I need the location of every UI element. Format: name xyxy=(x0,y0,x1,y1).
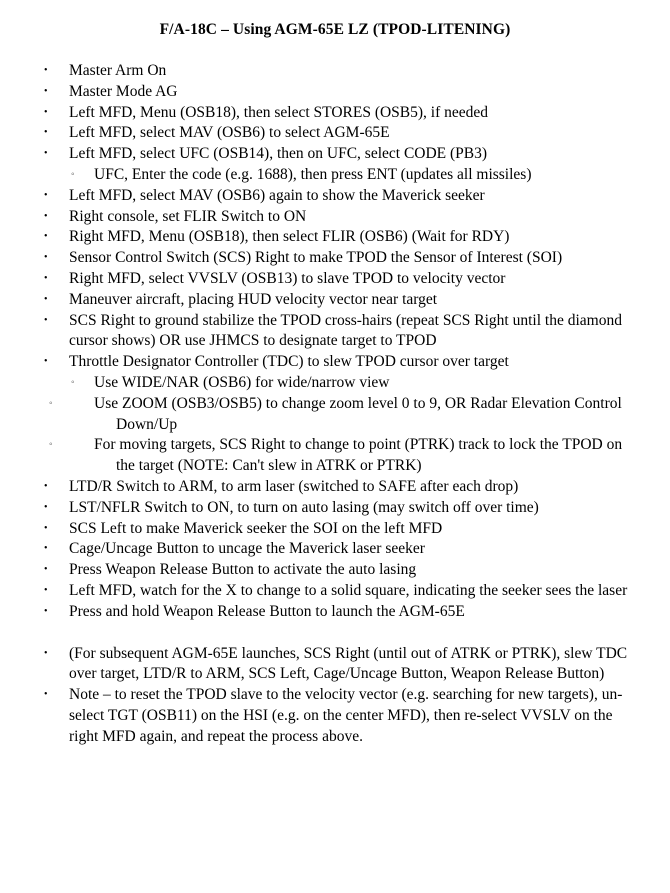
bullet-icon: • xyxy=(44,314,48,326)
bullet-icon: • xyxy=(44,356,48,368)
step-text: Left MFD, select MAV (OSB6) again to show the Maverick seeker xyxy=(69,186,485,204)
step-text: Press Weapon Release Button to activate the auto lasing xyxy=(69,561,417,579)
step-text: Left MFD, select UFC (OSB14), then on UFC, select CODE (PB3) xyxy=(69,145,488,163)
sub-bullet-icon: ◦ xyxy=(71,376,75,388)
bullet-icon: • xyxy=(44,501,48,513)
step-item xyxy=(0,82,670,103)
bullet-icon: • xyxy=(44,272,48,284)
sub-step-item: ◦ Use ZOOM (OSB3/OSB5) to change zoom level 0 to 9, OR Radar Elevation Control Down/Up xyxy=(49,394,622,433)
step-text: Master Arm On xyxy=(69,62,167,79)
bullet-icon: • xyxy=(44,252,48,264)
step-text: Sensor Control Switch (SCS) Right to make TPOD the Sensor of Interest (SOI) xyxy=(69,249,563,267)
step-text: Left MFD, select MAV (OSB6) to select AGM-65E xyxy=(69,124,390,142)
step-item xyxy=(0,311,670,353)
bullet-icon: • xyxy=(44,65,48,76)
step-text: SCS Right to ground stabilize the TPOD cross-hairs (repeat SCS Right until the diamond cursor shows) OR use JHMCS to designate target to TPOD xyxy=(69,311,622,350)
step-text: Right console, set FLIR Switch to ON xyxy=(69,207,307,225)
step-item xyxy=(0,186,670,207)
document-title: F/A-18C – Using AGM-65E LZ (TPOD-LITENING) xyxy=(159,21,511,38)
step-text: Maneuver aircraft, placing HUD velocity vector near target xyxy=(69,290,438,308)
note-item xyxy=(0,644,670,686)
note-text: Note – to reset the TPOD slave to the velocity vector (e.g. searching for new targets), un-select TGT (OSB11) on the HSI (e.g. on the center MFD), then re-select VVSLV on the right MFD again, and repeat the process above. xyxy=(69,686,623,745)
bullet-icon: • xyxy=(44,148,48,160)
section-spacer xyxy=(0,623,670,644)
step-item xyxy=(0,269,670,290)
step-item xyxy=(0,123,670,144)
step-item xyxy=(0,560,670,581)
step-text: Throttle Designator Controller (TDC) to slew TPOD cursor over target xyxy=(69,353,509,371)
step-item xyxy=(0,539,670,560)
bullet-icon: • xyxy=(44,106,48,118)
bullet-icon: • xyxy=(44,689,48,701)
bullet-icon: • xyxy=(44,480,48,492)
sub-step-item: ◦ For moving targets, SCS Right to change to point (PTRK) track to lock the TPOD on the target (NOTE: Can't slew in ATRK or PTRK) xyxy=(49,436,623,475)
step-item xyxy=(0,602,670,623)
sub-step-text: Use WIDE/NAR (OSB6) for wide/narrow view xyxy=(94,373,390,391)
step-item xyxy=(0,519,670,540)
step-text: Master Mode AG xyxy=(69,82,178,100)
step-item xyxy=(0,498,670,519)
bullet-icon: • xyxy=(44,189,48,201)
step-item xyxy=(0,103,670,124)
bullet-icon: • xyxy=(44,85,48,97)
bullet-icon: • xyxy=(44,231,48,243)
bullet-icon: • xyxy=(44,293,48,305)
bullet-icon: • xyxy=(44,543,48,555)
note-item xyxy=(0,685,670,747)
step-text: LTD/R Switch to ARM, to arm laser (switched to SAFE after each drop) xyxy=(69,477,519,495)
step-item xyxy=(0,581,670,602)
procedure-list xyxy=(0,61,670,748)
sub-step-text: Use ZOOM (OSB3/OSB5) to change zoom level 0 to 9, OR Radar Elevation Control Down/Up xyxy=(94,394,622,433)
step-text: Left MFD, Menu (OSB18), then select STORES (OSB5), if needed xyxy=(69,103,489,121)
bullet-icon: • xyxy=(44,210,48,222)
step-item xyxy=(0,144,670,165)
step-item xyxy=(0,248,670,269)
sub-step-item xyxy=(0,165,670,186)
sub-step-text: UFC, Enter the code (e.g. 1688), then press ENT (updates all missiles) xyxy=(94,165,532,183)
step-item xyxy=(0,352,670,373)
step-text: Right MFD, select VVSLV (OSB13) to slave TPOD to velocity vector xyxy=(69,269,506,287)
step-text: SCS Left to make Maverick seeker the SOI on the left MFD xyxy=(69,519,443,537)
bullet-icon: • xyxy=(44,127,48,139)
step-text: Press and hold Weapon Release Button to launch the AGM-65E xyxy=(69,602,465,620)
step-text: Right MFD, Menu (OSB18), then select FLIR (OSB6) (Wait for RDY) xyxy=(69,228,510,246)
sub-step-text: For moving targets, SCS Right to change to point (PTRK) track to lock the TPOD on the target (NOTE: Can't slew in ATRK or PTRK) xyxy=(94,436,623,475)
bullet-icon: • xyxy=(44,584,48,596)
step-item xyxy=(0,61,670,82)
sub-bullet-icon: ◦ xyxy=(71,168,75,180)
bullet-icon: • xyxy=(44,522,48,534)
bullet-icon: • xyxy=(44,564,48,576)
step-text: Cage/Uncage Button to uncage the Maverick laser seeker xyxy=(69,540,425,558)
bullet-icon: • xyxy=(44,647,48,659)
step-item xyxy=(0,227,670,248)
sub-step-item xyxy=(0,373,670,394)
note-text: (For subsequent AGM-65E launches, SCS Right (until out of ATRK or PTRK), slew TDC over target, LTD/R to ARM, SCS Left, Cage/Uncage Button, Weapon Release Button) xyxy=(69,644,628,683)
step-item xyxy=(0,290,670,311)
step-item xyxy=(0,207,670,228)
step-text: LST/NFLR Switch to ON, to turn on auto lasing (may switch off over time) xyxy=(69,498,539,516)
bullet-icon: • xyxy=(44,605,48,617)
step-text: Left MFD, watch for the X to change to a solid square, indicating the seeker sees the laser xyxy=(69,581,628,599)
step-item xyxy=(0,477,670,498)
